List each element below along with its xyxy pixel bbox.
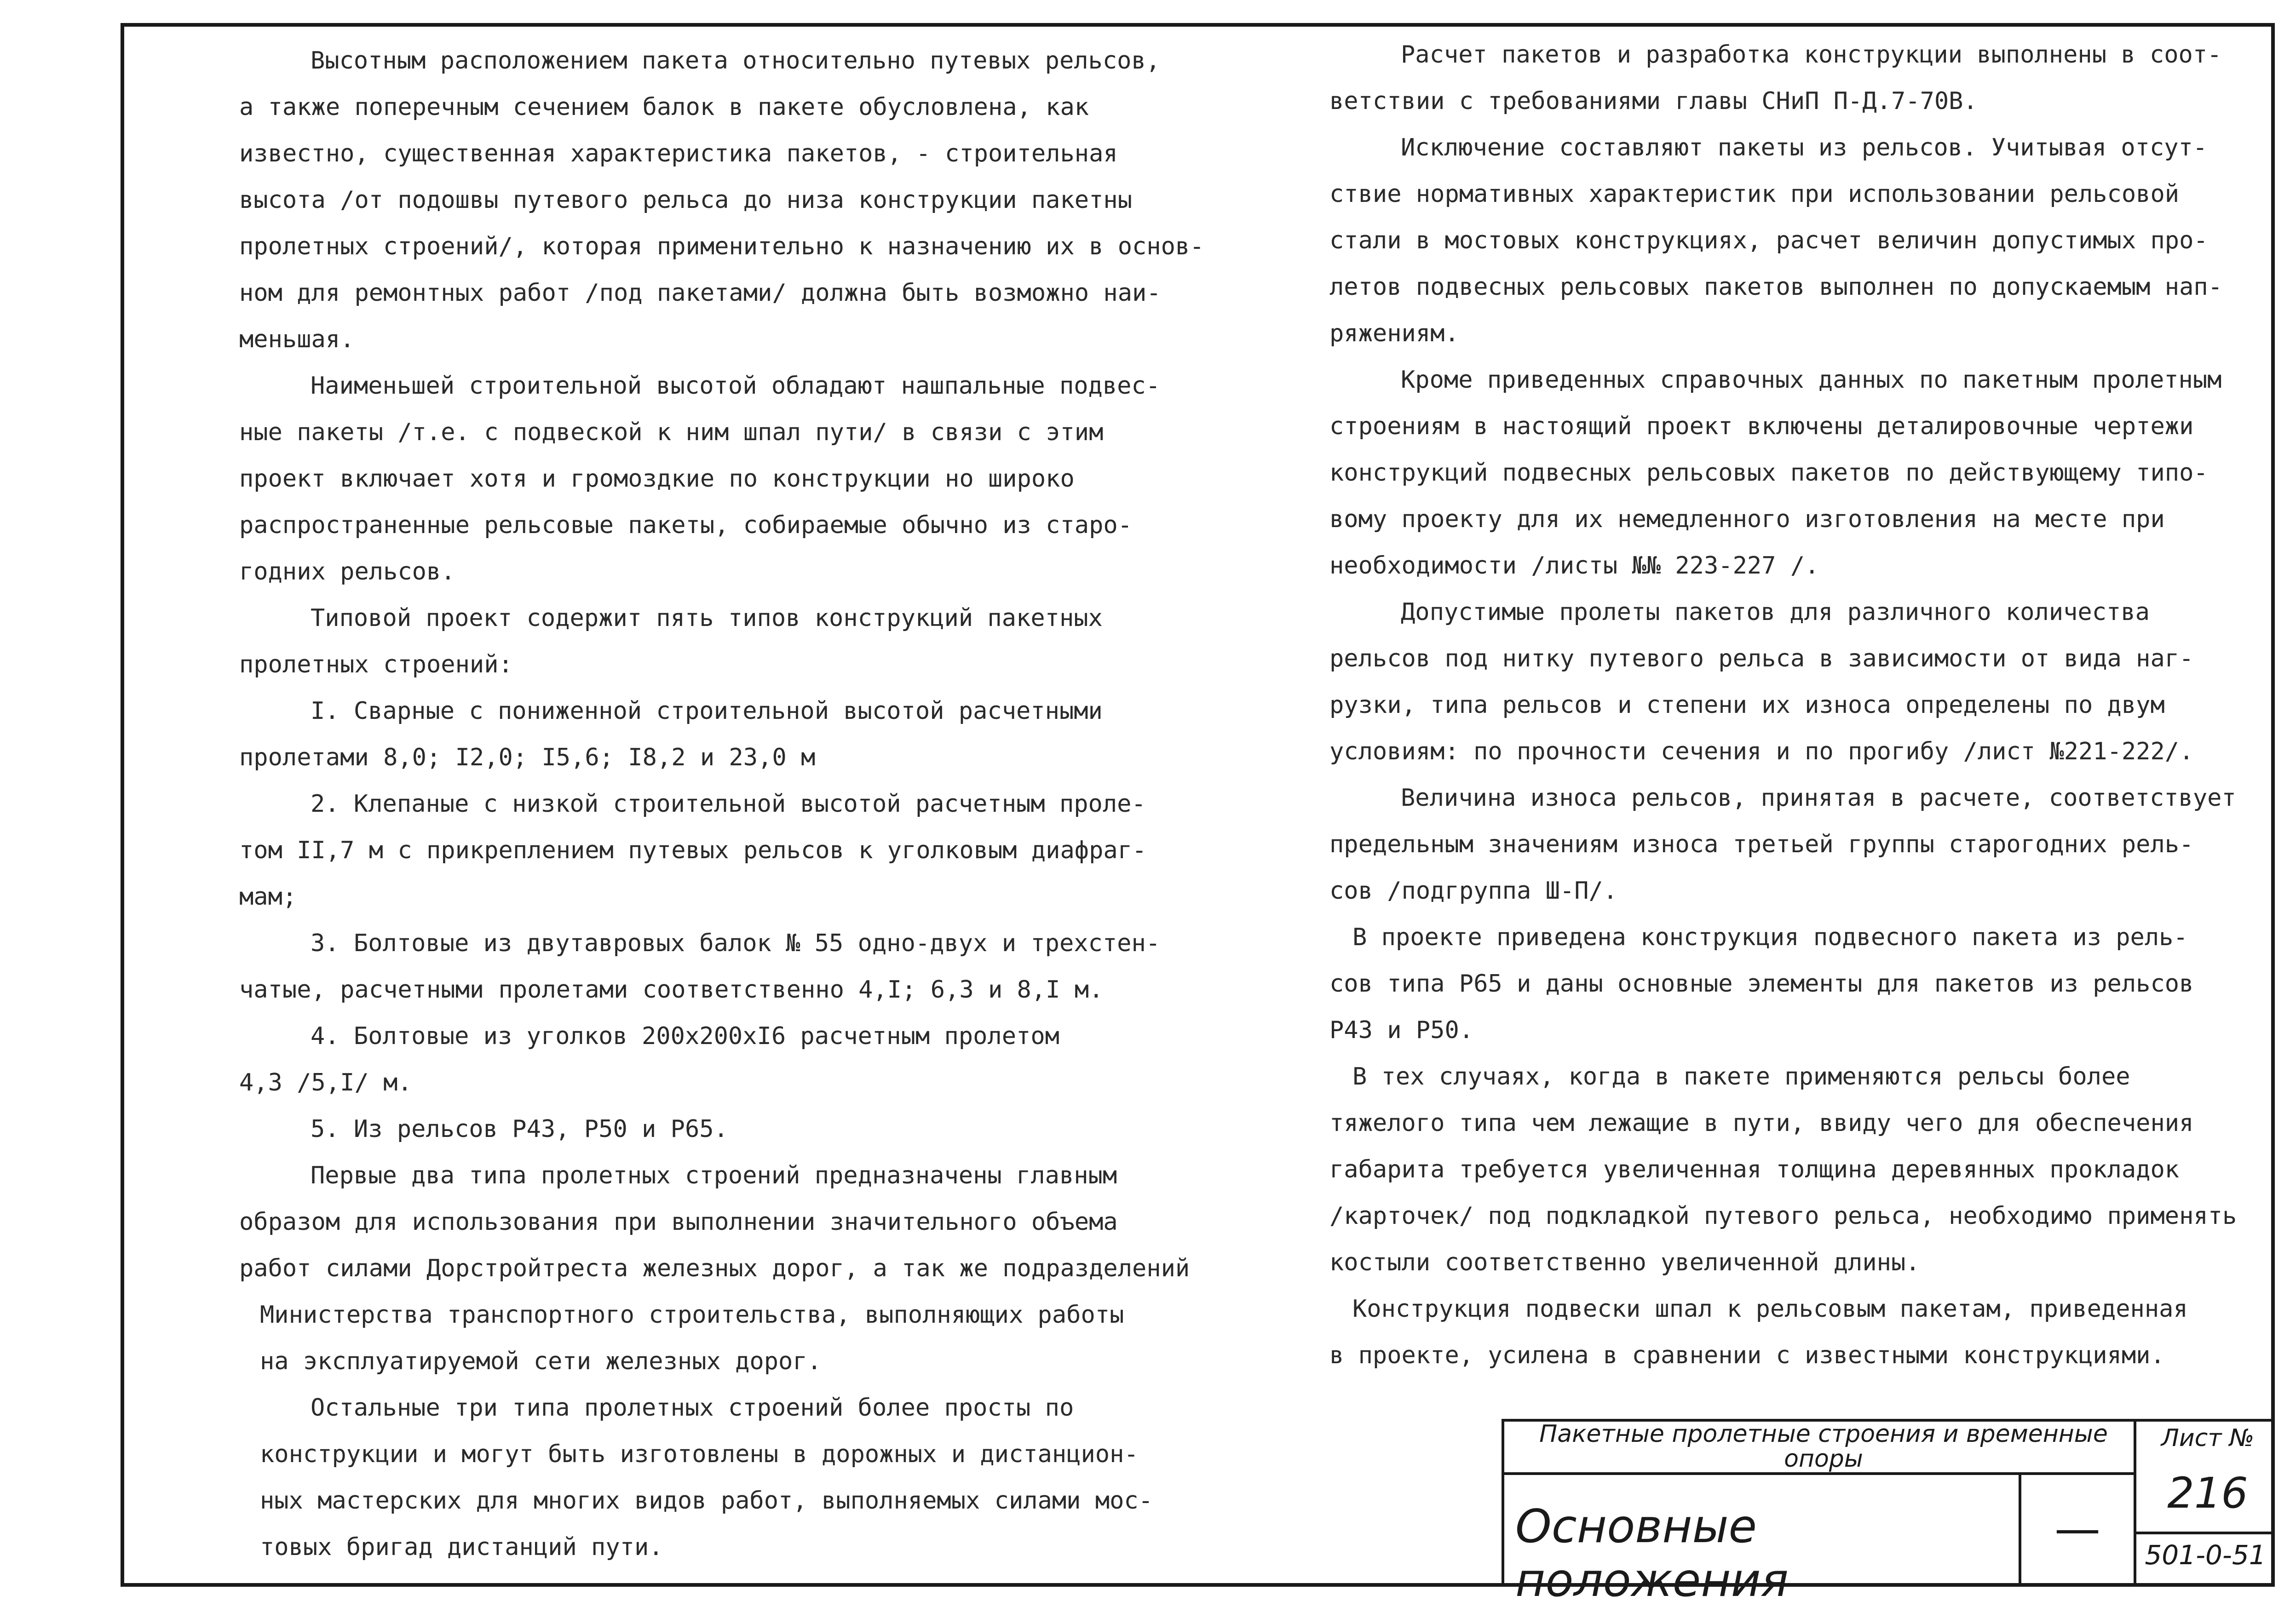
text-line: Конструкция подвески шпал к рельсовым пакетам, приведенная xyxy=(1352,1295,2188,1323)
text-line: Высотным расположением пакета относительно путевых рельсов, xyxy=(311,47,1161,75)
text-line: габарита требуется увеличенная толщина деревянных прокладок xyxy=(1329,1156,2180,1183)
right-text-column xyxy=(1329,32,2237,1379)
text-line: В тех случаях, когда в пакете применяются рельсы более xyxy=(1352,1063,2130,1090)
text-line: Первые два типа пролетных строений предназначены главным xyxy=(311,1162,1117,1189)
text-line: Исключение составляют пакеты из рельсов. Учитывая отсут- xyxy=(1401,134,2208,161)
text-line: рузки, типа рельсов и степени их износа определены по двум xyxy=(1329,691,2165,719)
text-line: Величина износа рельсов, принятая в расчете, соответствует xyxy=(1401,784,2236,812)
text-line: образом для использования при выполнении значительного объема xyxy=(239,1208,1118,1236)
dash: — xyxy=(2054,1502,2100,1555)
text-line: 3. Болтовые из двутавровых балок № 55 одно-двух и трехстен- xyxy=(311,930,1161,957)
text-line: ных мастерских для многих видов работ, выполняемых силами мос- xyxy=(260,1487,1153,1515)
text-line: известно, существенная характеристика пакетов, - строительная xyxy=(239,140,1118,167)
text-line: предельным значениям износа третьей группы старогодних рель- xyxy=(1329,831,2194,858)
text-line: чатые, расчетными пролетами соответственно 4,I; 6,3 и 8,I м. xyxy=(239,976,1104,1004)
sheet-label: Лист № xyxy=(2161,1424,2255,1452)
text-line: проект включает хотя и громоздкие по конструкции но широко xyxy=(239,465,1075,493)
text-line: костыли соответственно увеличенной длины. xyxy=(1329,1249,1920,1276)
text-line: стали в мостовых конструкциях, расчет величин допустимых про- xyxy=(1329,227,2208,254)
text-line: товых бригад дистанций пути. xyxy=(260,1533,663,1561)
title-block xyxy=(1502,1419,2275,1607)
text-line: ные пакеты /т.е. с подвеской к ним шпал пути/ в связи с этим xyxy=(239,419,1104,446)
text-line: строениям в настоящий проект включены деталировочные чертежи xyxy=(1329,413,2194,440)
text-line: 2. Клепаные с низкой строительной высотой расчетным проле- xyxy=(311,790,1146,818)
text-line: Расчет пакетов и разработка конструкции выполнены в соот- xyxy=(1401,41,2222,69)
text-line: работ силами Дорстройтреста железных дорог, а так же подразделений xyxy=(239,1255,1190,1282)
series-code: 501-0-51 xyxy=(2145,1539,2266,1571)
text-line: распространенные рельсовые пакеты, собираемые обычно из старо- xyxy=(239,511,1133,539)
text-line: 4,3 /5,I/ м. xyxy=(239,1069,412,1096)
text-line: а также поперечным сечением балок в пакете обусловлена, как xyxy=(239,93,1089,121)
drawing-title: Основные положения xyxy=(1515,1499,1789,1607)
text-line: 5. Из рельсов Р43, Р50 и Р65. xyxy=(311,1115,728,1143)
text-line: Допустимые пролеты пакетов для различного количества xyxy=(1401,598,2150,626)
text-line: в проекте, усилена в сравнении с известными конструкциями. xyxy=(1329,1342,2165,1369)
text-line: ствие нормативных характеристик при использовании рельсовой xyxy=(1329,180,2180,208)
text-line: ветствии с требованиями главы СНиП П-Д.7-70В. xyxy=(1329,87,1978,115)
text-line: Министерства транспортного строительства, выполняющих работы xyxy=(260,1301,1124,1329)
text-line: на эксплуатируемой сети железных дорог. xyxy=(260,1348,822,1375)
text-line: том II,7 м с прикреплением путевых рельсов к уголковым диафраг- xyxy=(239,837,1147,864)
text-line: конструкций подвесных рельсовых пакетов по действующему типо- xyxy=(1329,459,2208,487)
text-line: 4. Болтовые из уголков 200х200хI6 расчетным пролетом xyxy=(311,1022,1059,1050)
left-text-column xyxy=(239,38,1204,1571)
text-line: Наименьшей строительной высотой обладают нашпальные подвес- xyxy=(311,372,1161,400)
text-line: необходимости /листы №№ 223-227 /. xyxy=(1329,552,1819,580)
text-line: Р43 и Р50. xyxy=(1329,1016,1474,1044)
text-line: /карточек/ под подкладкой путевого рельса, необходимо применять xyxy=(1329,1202,2237,1230)
text-line: Кроме приведенных справочных данных по пакетным пролетным xyxy=(1401,366,2222,394)
text-line: конструкции и могут быть изготовлены в дорожных и дистанцион- xyxy=(260,1440,1139,1468)
text-line: сов типа Р65 и даны основные элементы для пакетов из рельсов xyxy=(1329,970,2194,998)
text-line: сов /подгруппа Ш-П/. xyxy=(1329,877,1618,905)
text-line: ряжениям. xyxy=(1329,320,1459,347)
text-line: I. Сварные с пониженной строительной высотой расчетными xyxy=(311,697,1103,725)
project-title: Пакетные пролетные строения и временные опоры xyxy=(1539,1420,2108,1473)
text-line: ном для ремонтных работ /под пакетами/ должна быть возможно наи- xyxy=(239,279,1161,307)
text-line: тяжелого типа чем лежащие в пути, ввиду чего для обеспечения xyxy=(1329,1109,2194,1137)
text-line: В проекте приведена конструкция подвесного пакета из рель- xyxy=(1352,924,2188,951)
text-line: пролетами 8,0; I2,0; I5,6; I8,2 и 23,0 м xyxy=(239,744,816,771)
text-line: годних рельсов. xyxy=(239,558,455,585)
text-line: рельсов под нитку путевого рельса в зависимости от вида наг- xyxy=(1329,645,2194,672)
text-line: пролетных строений: xyxy=(239,651,513,678)
text-line: условиям: по прочности сечения и по прогибу /лист №221-222/. xyxy=(1329,738,2194,765)
text-line: пролетных строений/, которая применительно к назначению их в основ- xyxy=(239,233,1204,260)
text-line: мам; xyxy=(239,883,297,911)
text-line: меньшая. xyxy=(239,326,355,353)
text-line: Типовой проект содержит пять типов конструкций пакетных xyxy=(311,604,1103,632)
text-line: вому проекту для их немедленного изготовления на месте при xyxy=(1329,505,2165,533)
sheet-number: 216 xyxy=(2167,1469,2248,1518)
text-line: Остальные три типа пролетных строений более просты по xyxy=(311,1394,1074,1422)
text-line: высота /от подошвы путевого рельса до низа конструкции пакетны xyxy=(239,186,1133,214)
text-line: летов подвесных рельсовых пакетов выполнен по допускаемым нап- xyxy=(1329,273,2223,301)
